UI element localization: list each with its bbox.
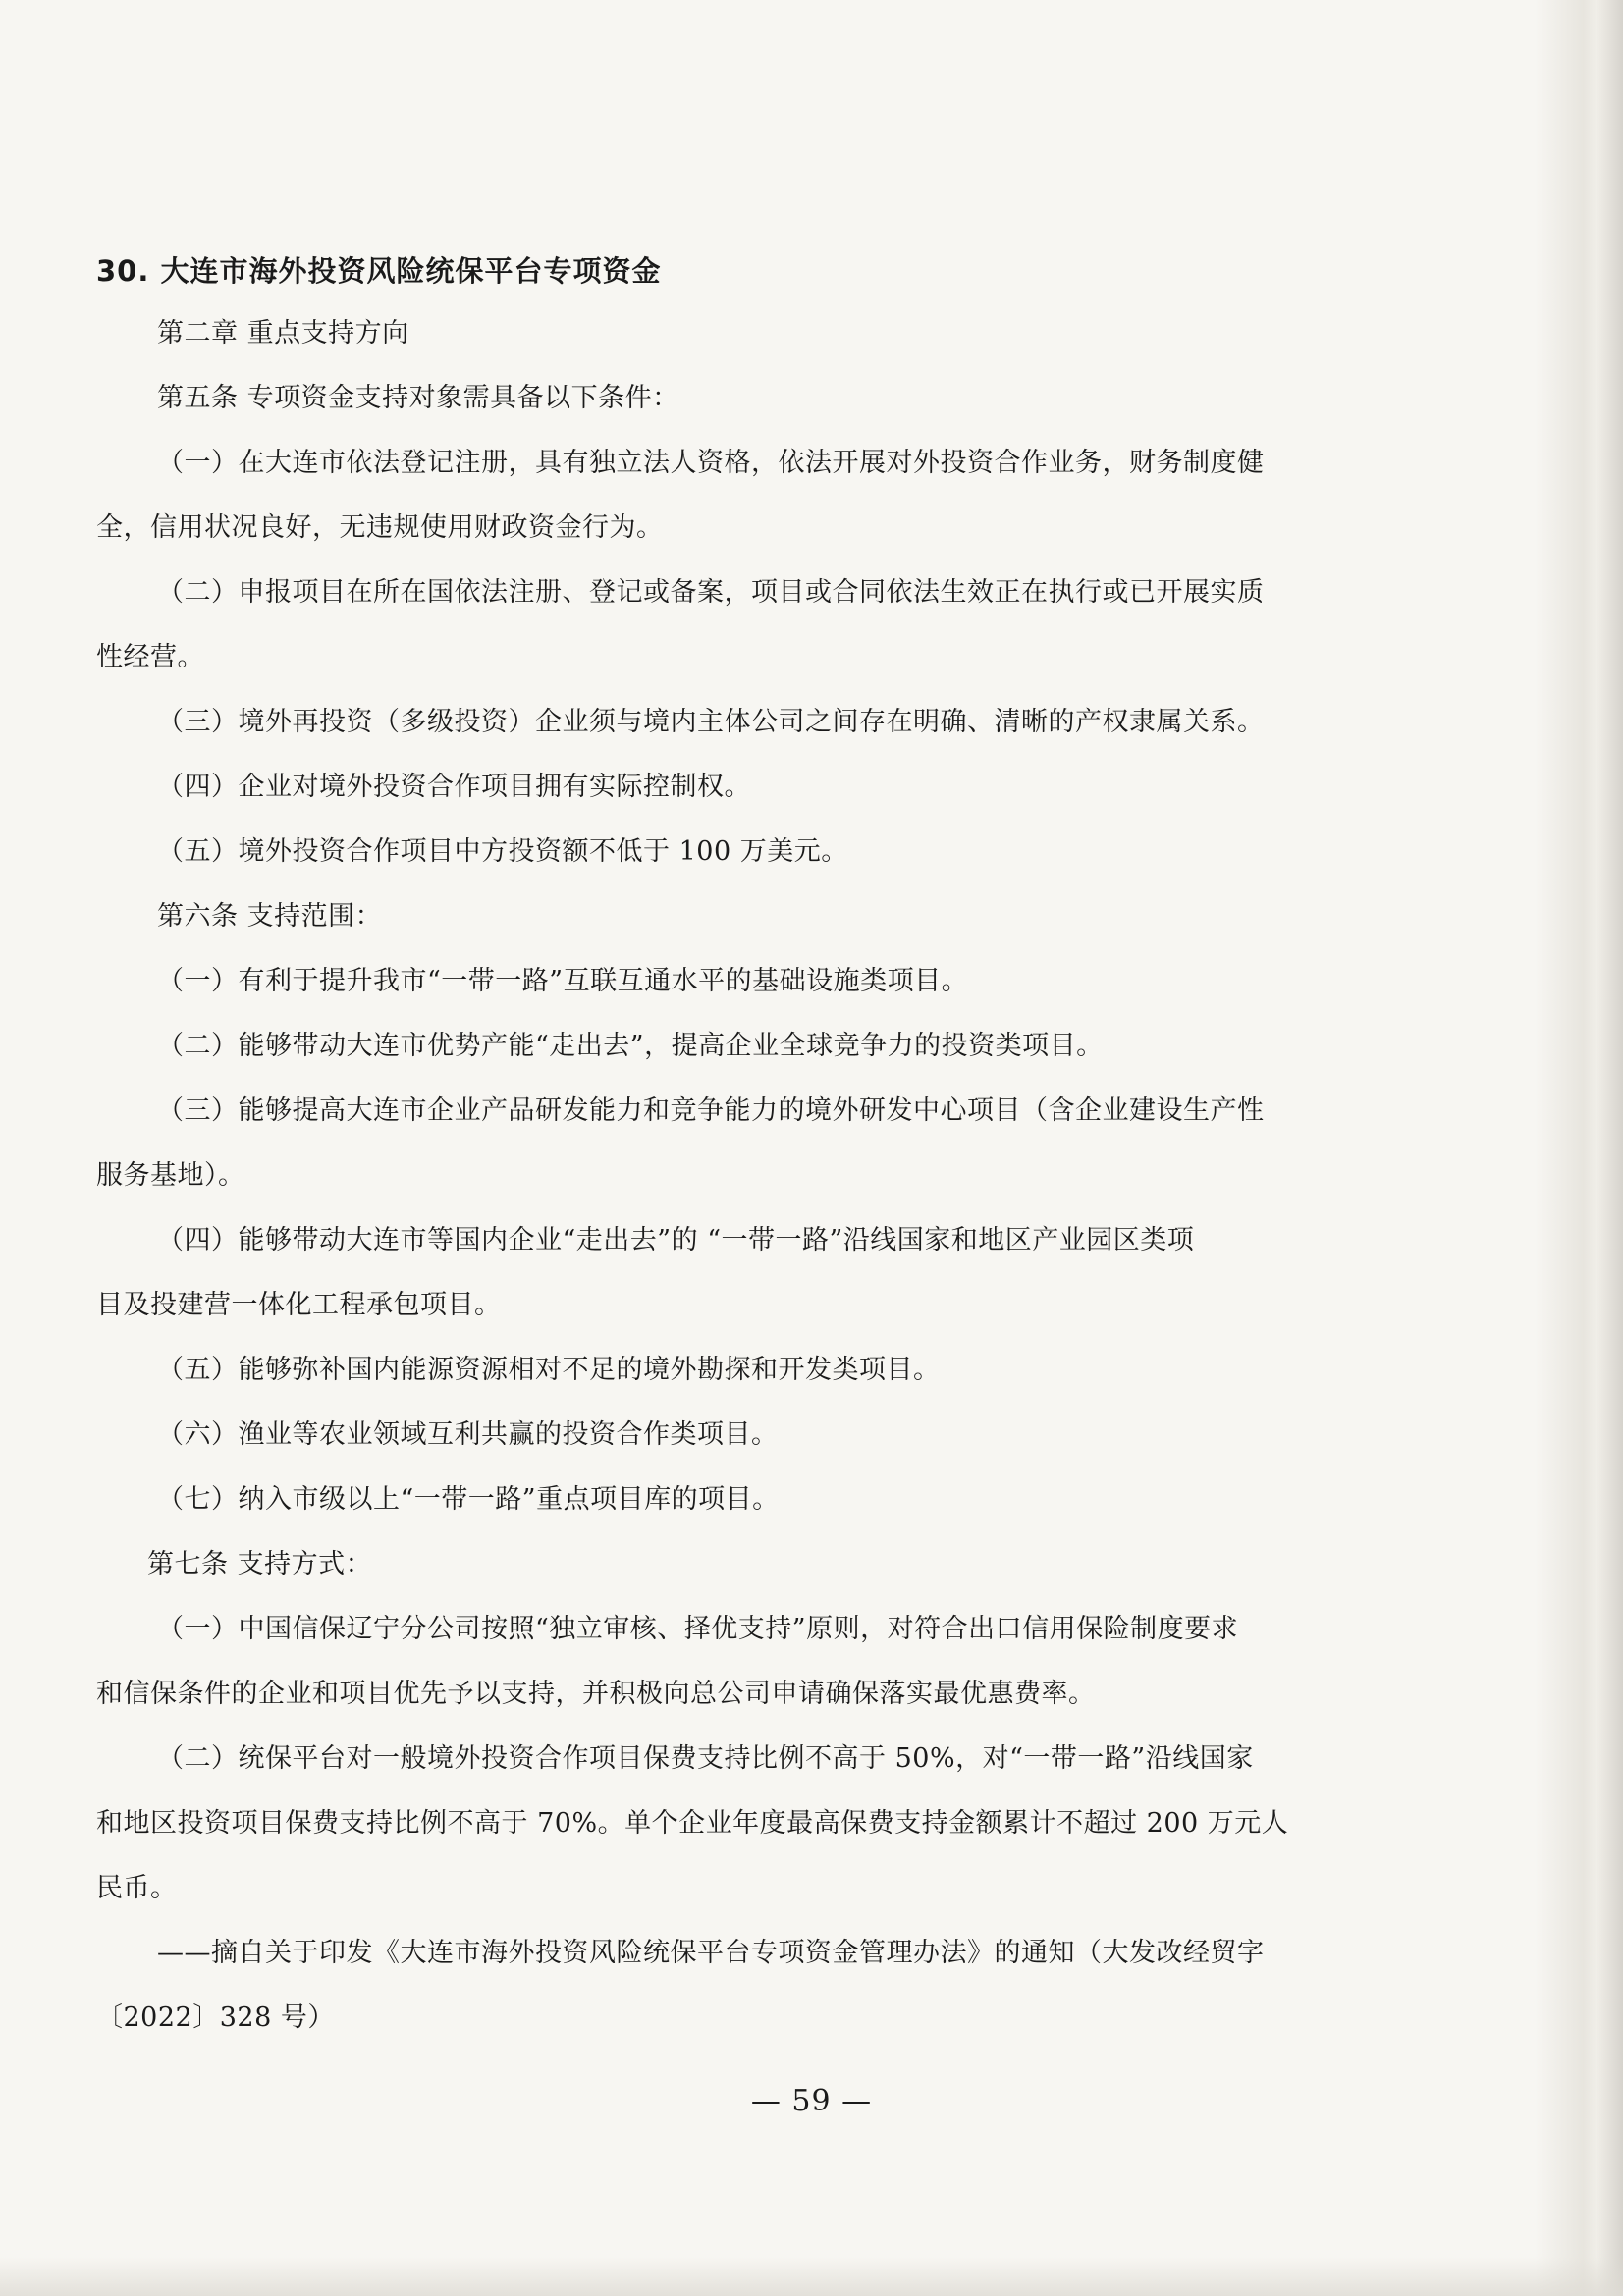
article-6-item-3: （三）能够提高大连市企业产品研发能力和竞争能力的境外研发中心项目（含企业建设生产性: [157, 1095, 1265, 1126]
article-6-item-1: （一）有利于提升我市“一带一路”互联互通水平的基础设施类项目。: [157, 966, 969, 996]
article-5-item-4: （四）企业对境外投资合作项目拥有实际控制权。: [157, 772, 751, 802]
article-6-item-2: （二）能够带动大连市优势产能“走出去”，提高企业全球竞争力的投资类项目。: [157, 1031, 1104, 1061]
article-5-item-2-cont: 性经营。: [96, 642, 204, 672]
article-6-item-6: （六）渔业等农业领域互利共赢的投资合作类项目。: [157, 1419, 779, 1450]
article-7-item-2: （二）统保平台对一般境外投资合作项目保费支持比例不高于 50%，对“一带一路”沿线国家: [157, 1743, 1254, 1774]
article-7-item-2-end: 民币。: [96, 1873, 178, 1903]
article-7-title: 第七条 支持方式：: [147, 1549, 373, 1579]
article-7-item-2-cont: 和地区投资项目保费支持比例不高于 70%。单个企业年度最高保费支持金额累计不超过 200 万元人: [96, 1808, 1289, 1839]
article-6-item-5: （五）能够弥补国内能源资源相对不足的境外勘探和开发类项目。: [157, 1355, 941, 1385]
paper-bottom-shadow: [0, 2257, 1623, 2296]
article-6-item-4: （四）能够带动大连市等国内企业“走出去”的 “一带一路”沿线国家和地区产业园区类项: [157, 1225, 1195, 1255]
source-citation-cont: 〔2022〕328 号）: [96, 2002, 335, 2033]
article-6-item-4-cont: 目及投建营一体化工程承包项目。: [96, 1290, 502, 1320]
article-6-title: 第六条 支持范围：: [157, 901, 383, 932]
article-7-item-1-cont: 和信保条件的企业和项目优先予以支持，并积极向总公司申请确保落实最优惠费率。: [96, 1679, 1096, 1709]
article-5-item-5: （五）境外投资合作项目中方投资额不低于 100 万美元。: [157, 836, 848, 867]
chapter-title: 第二章 重点支持方向: [157, 318, 409, 348]
article-7-item-1: （一）中国信保辽宁分公司按照“独立审核、择优支持”原则，对符合出口信用保险制度要求: [157, 1614, 1239, 1644]
article-5-title: 第五条 专项资金支持对象需具备以下条件：: [157, 383, 679, 413]
page-number: — 59 —: [750, 2084, 873, 2118]
paper-edge-shadow: [1535, 0, 1623, 2296]
article-6-item-3-cont: 服务基地）。: [96, 1160, 245, 1191]
article-5-item-2: （二）申报项目在所在国依法注册、登记或备案，项目或合同依法生效正在执行或已开展实质: [157, 577, 1265, 608]
article-5-item-1-cont: 全，信用状况良好，无违规使用财政资金行为。: [96, 512, 664, 543]
article-5-item-1: （一）在大连市依法登记注册，具有独立法人资格，依法开展对外投资合作业务，财务制度健: [157, 448, 1265, 478]
article-6-item-7: （七）纳入市级以上“一带一路”重点项目库的项目。: [157, 1484, 780, 1515]
article-5-item-3: （三）境外再投资（多级投资）企业须与境内主体公司之间存在明确、清晰的产权隶属关系。: [157, 707, 1265, 737]
source-citation: ——摘自关于印发《大连市海外投资风险统保平台专项资金管理办法》的通知（大发改经贸字: [157, 1938, 1265, 1968]
section-heading: 30. 大连市海外投资风险统保平台专项资金: [96, 254, 662, 288]
